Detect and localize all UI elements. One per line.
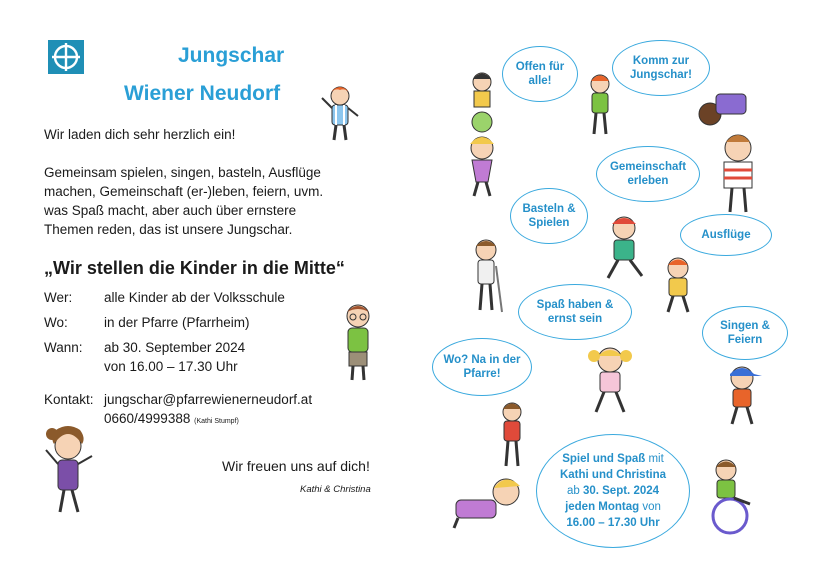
kid-red-shirt-illustration xyxy=(494,400,530,475)
intro-line-1: Gemeinsam spielen, singen, basteln, Ausflüge xyxy=(44,165,321,180)
who-value: alle Kinder ab der Volksschule xyxy=(104,290,285,305)
kid-girl-purple-illustration xyxy=(40,420,100,525)
schedule-line-1-tail: mit xyxy=(645,453,664,465)
title-line-2: Wiener Neudorf xyxy=(124,82,281,105)
motto: „Wir stellen die Kinder in die Mitte“ xyxy=(44,258,345,278)
bubble-komm: Komm zur Jungschar! xyxy=(612,40,710,96)
bubble-wo: Wo? Na in der Pfarre! xyxy=(432,338,532,396)
contact-person: (Kathi Stumpf) xyxy=(194,418,239,425)
parish-logo xyxy=(48,40,84,74)
bubble-offen: Offen für alle! xyxy=(502,46,578,102)
bubble-ausfluege: Ausflüge xyxy=(680,214,772,256)
kid-glasses-illustration xyxy=(336,300,380,387)
kid-green-shirt-illustration xyxy=(580,72,620,143)
greeting: Wir laden dich sehr herzlich ein! xyxy=(44,127,236,142)
when-label: Wann: xyxy=(44,340,83,355)
kid-boy-striped-illustration xyxy=(318,84,362,149)
schedule-line-3-wrap xyxy=(567,483,659,499)
contact-label: Kontakt: xyxy=(44,392,94,407)
kid-pigtails-illustration xyxy=(582,344,638,421)
bubble-singen: Singen & Feiern xyxy=(702,306,788,360)
intro-line-2: machen, Gemeinschaft (er-)leben, feiern, uvm. xyxy=(44,184,324,199)
kids-hug-illustration xyxy=(686,84,770,221)
contact-phone-row xyxy=(104,409,239,431)
schedule-line-1: Spiel und Spaß xyxy=(562,453,646,465)
bubble-spass: Spaß haben & ernst sein xyxy=(518,284,632,340)
bubble-gemeinschaft: Gemeinschaft erleben xyxy=(596,146,700,202)
contact-email[interactable]: jungschar@pfarrewienerneudorf.at xyxy=(104,392,313,407)
schedule-line-4-wrap xyxy=(565,499,661,515)
kids-tower-illustration xyxy=(458,70,508,205)
schedule-line-4-tail: von xyxy=(639,501,661,513)
schedule-line-2: Kathi und Christina xyxy=(559,469,667,481)
intro-line-3: was Spaß macht, aber auch über ernstere xyxy=(44,203,297,218)
kid-wheelchair-illustration xyxy=(700,458,762,543)
when-value-1: ab 30. September 2024 xyxy=(104,340,246,355)
where-label: Wo: xyxy=(44,315,68,330)
kid-lying-illustration xyxy=(450,470,532,535)
schedule-line-5: 16.00 – 17.30 Uhr xyxy=(566,517,660,529)
kid-crutch-illustration xyxy=(466,236,506,321)
schedule-line-3-pre: ab xyxy=(566,485,583,497)
schedule-line-4: jeden Montag xyxy=(565,501,640,513)
schedule-line-3: 30. Sept. 2024 xyxy=(582,485,660,497)
signature: Kathi & Christina xyxy=(300,484,371,495)
title-line-1: Jungschar xyxy=(178,44,285,67)
schedule-bubble xyxy=(536,434,690,548)
kid-yellow-shirt-illustration xyxy=(656,256,700,321)
who-label: Wer: xyxy=(44,290,73,305)
closing-text: Wir freuen uns auf dich! xyxy=(222,458,370,474)
when-value-2: von 16.00 – 17.30 Uhr xyxy=(104,359,238,374)
contact-phone[interactable]: 0660/4999388 xyxy=(104,411,191,426)
schedule-line-1-wrap xyxy=(562,451,664,467)
where-value: in der Pfarre (Pfarrheim) xyxy=(104,315,250,330)
kid-cap-illustration xyxy=(718,362,766,433)
intro-line-4: Themen reden, das ist unsere Jungschar. xyxy=(44,222,293,237)
kid-striped-jump-illustration xyxy=(598,214,650,289)
bubble-basteln: Basteln & Spielen xyxy=(510,188,588,244)
